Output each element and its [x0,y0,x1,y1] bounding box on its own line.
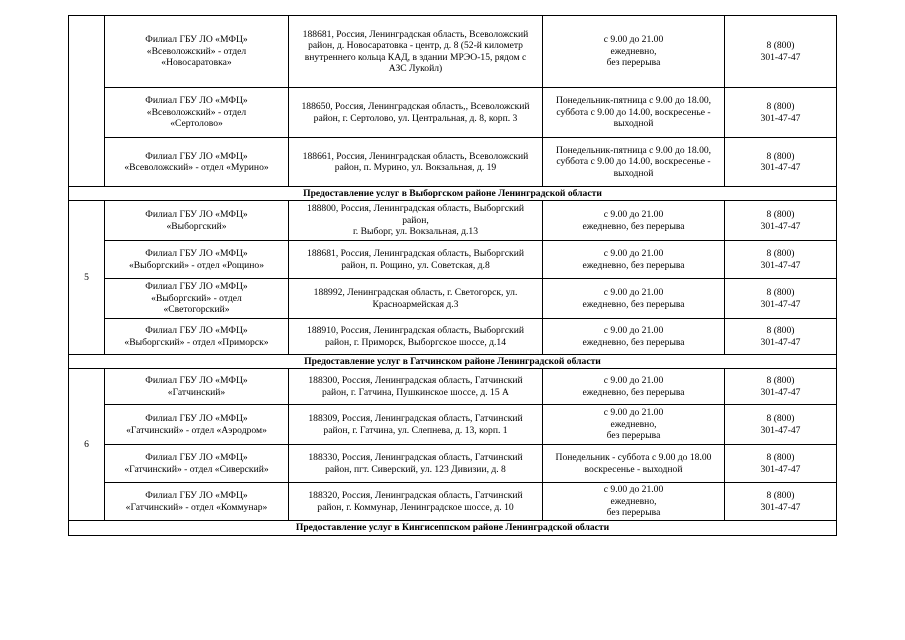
address-cell: 188650, Россия, Ленинградская область,, Всеволожский район, г. Сертолово, ул. Центральная, д. 8, корп. 3 [289,88,543,138]
address-cell: 188330, Россия, Ленинградская область, Гатчинский район, пгт. Сиверский, ул. 123 Дивизии, д. 8 [289,445,543,483]
address-cell: 188681, Россия, Ленинградская область, Всеволожский район, д. Новосаратовка - центр, д. 8 (52-й километр внутреннего кольца КАД, в здании МРЭО-15, рядом с АЗС Лукойл) [289,16,543,88]
phone-cell: 8 (800) 301-47-47 [725,88,837,138]
branch-name-cell: Филиал ГБУ ЛО «МФЦ» «Всеволожский» - отдел «Сертолово» [105,88,289,138]
hours-cell: Понедельник - суббота с 9.00 до 18.00 воскресенье - выходной [543,445,725,483]
branch-name-cell: Филиал ГБУ ЛО «МФЦ» «Выборгский» - отдел «Рощино» [105,241,289,279]
hours-cell: с 9.00 до 21.00 ежедневно, без перерыва [543,369,725,405]
address-cell: 188681, Россия, Ленинградская область, Выборгский район, п. Рощино, ул. Советская, д.8 [289,241,543,279]
table-row [69,16,837,88]
address-cell: 188300, Россия, Ленинградская область, Гатчинский район, г. Гатчина, Пушкинское шоссе, д. 15 А [289,369,543,405]
branch-name-cell: Филиал ГБУ ЛО «МФЦ» «Выборгский» - отдел «Приморск» [105,319,289,355]
address-cell: 188309, Россия, Ленинградская область, Гатчинский район, г. Гатчина, ул. Слепнева, д. 13, корп. 1 [289,405,543,445]
row-number-cell: 5 [69,201,105,355]
phone-cell: 8 (800) 301-47-47 [725,445,837,483]
section-header-row [69,521,837,536]
branch-name-cell: Филиал ГБУ ЛО «МФЦ» «Гатчинский» - отдел «Сиверский» [105,445,289,483]
address-cell: 188910, Россия, Ленинградская область, Выборгский район, г. Приморск, Выборгское шоссе, д.14 [289,319,543,355]
section-header-row [69,187,837,201]
phone-cell: 8 (800) 301-47-47 [725,405,837,445]
section-header-row [69,355,837,369]
section-title-gatchina: Предоставление услуг в Гатчинском районе Ленинградской области [69,355,837,369]
hours-cell: с 9.00 до 21.00 ежедневно, без перерыва [543,405,725,445]
table-row [69,88,837,138]
phone-cell: 8 (800) 301-47-47 [725,279,837,319]
phone-cell: 8 (800) 301-47-47 [725,483,837,521]
branch-name-cell: Филиал ГБУ ЛО «МФЦ» «Гатчинский» - отдел «Аэродром» [105,405,289,445]
table-row [69,405,837,445]
table-row [69,138,837,187]
section-title-kingisepp: Предоставление услуг в Кингисеппском районе Ленинградской области [69,521,837,536]
branch-name-cell: Филиал ГБУ ЛО «МФЦ» «Всеволожский» - отдел «Новосаратовка» [105,16,289,88]
hours-cell: с 9.00 до 21.00 ежедневно, без перерыва [543,483,725,521]
section-title-vyborg: Предоставление услуг в Выборгском районе Ленинградской области [69,187,837,201]
table-row [69,445,837,483]
table-row [69,319,837,355]
branch-name-cell: Филиал ГБУ ЛО «МФЦ» «Гатчинский» [105,369,289,405]
row-number-cell [69,16,105,187]
address-cell: 188320, Россия, Ленинградская область, Гатчинский район, г. Коммунар, Ленинградское шоссе, д. 10 [289,483,543,521]
table-row [69,201,837,241]
phone-cell: 8 (800) 301-47-47 [725,138,837,187]
phone-cell: 8 (800) 301-47-47 [725,319,837,355]
branch-name-cell: Филиал ГБУ ЛО «МФЦ» «Выборгский» [105,201,289,241]
address-cell: 188661, Россия, Ленинградская область, Всеволожский район, п. Мурино, ул. Вокзальная, д. 19 [289,138,543,187]
address-cell: 188992, Ленинградская область, г. Светогорск, ул. Красноармейская д.3 [289,279,543,319]
table-row [69,369,837,405]
hours-cell: Понедельник-пятница с 9.00 до 18.00, суббота с 9.00 до 14.00, воскресенье - выходной [543,88,725,138]
table-row [69,279,837,319]
branch-name-cell: Филиал ГБУ ЛО «МФЦ» «Выборгский» - отдел «Светогорский» [105,279,289,319]
address-cell: 188800, Россия, Ленинградская область, Выборгский район, г. Выборг, ул. Вокзальная, д.13 [289,201,543,241]
phone-cell: 8 (800) 301-47-47 [725,201,837,241]
hours-cell: с 9.00 до 21.00 ежедневно, без перерыва [543,279,725,319]
hours-cell: с 9.00 до 21.00 ежедневно, без перерыва [543,201,725,241]
phone-cell: 8 (800) 301-47-47 [725,16,837,88]
branch-name-cell: Филиал ГБУ ЛО «МФЦ» «Гатчинский» - отдел «Коммунар» [105,483,289,521]
hours-cell: Понедельник-пятница с 9.00 до 18.00, суббота с 9.00 до 14.00, воскресенье - выходной [543,138,725,187]
table-row [69,241,837,279]
row-number-cell: 6 [69,369,105,521]
hours-cell: с 9.00 до 21.00 ежедневно, без перерыва [543,241,725,279]
mfc-branches-table [68,15,837,536]
phone-cell: 8 (800) 301-47-47 [725,241,837,279]
table-row [69,483,837,521]
hours-cell: с 9.00 до 21.00 ежедневно, без перерыва [543,16,725,88]
phone-cell: 8 (800) 301-47-47 [725,369,837,405]
hours-cell: с 9.00 до 21.00 ежедневно, без перерыва [543,319,725,355]
branch-name-cell: Филиал ГБУ ЛО «МФЦ» «Всеволожский» - отдел «Мурино» [105,138,289,187]
